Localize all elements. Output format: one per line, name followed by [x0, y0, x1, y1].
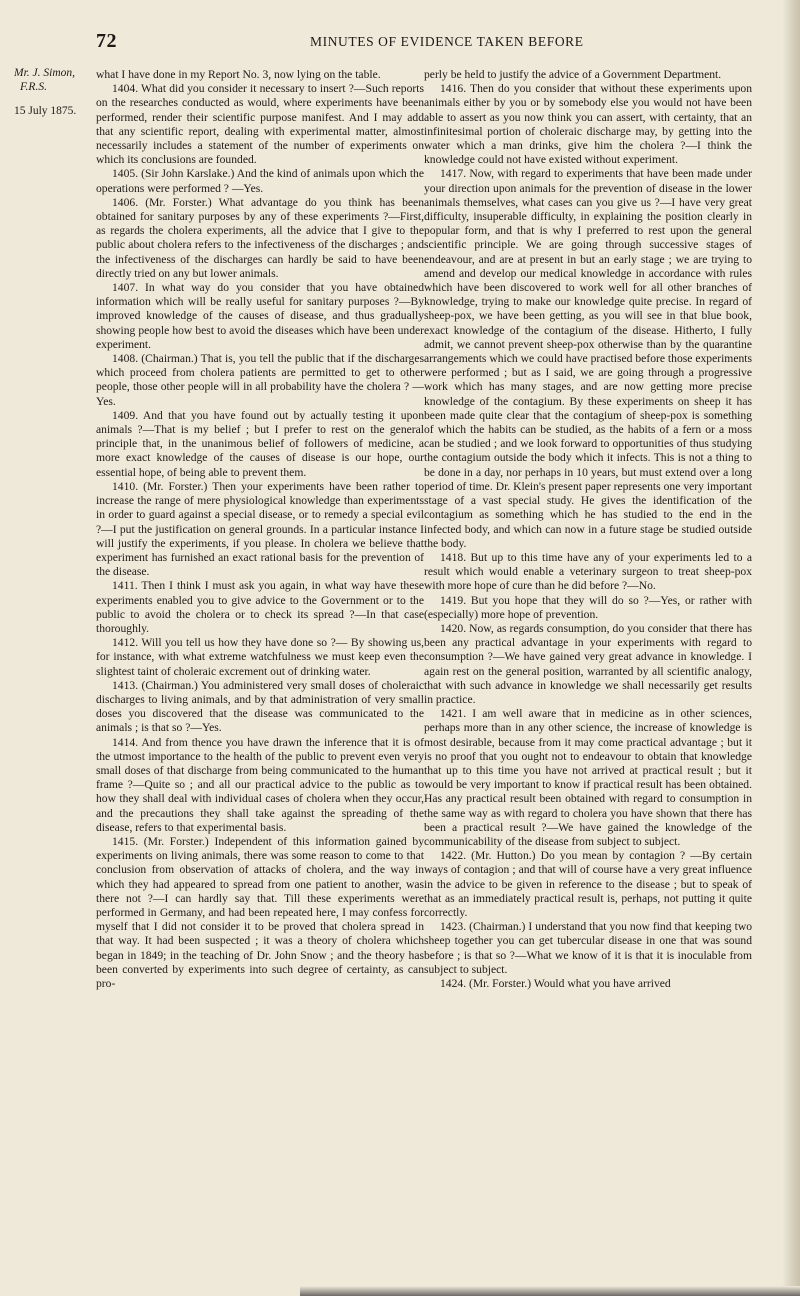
- paragraph: 1421. I am well aware that in medicine as in other sciences, perhaps more than in any other science, the increase of knowledge is most desirable, because from it may come practical advantage ; but it is no proof that you ought not to endeavour to obtain that knowledge that up to this time you have not arrived at practical result ; but it would be very important to know if practical result has been obtained. Has any practical result been obtained with regard to consumption in the same way as with regard to cholera you have shown that there has been a practical result ?—We have gained the knowledge of the communicability of the disease from subject to subject.: [424, 707, 752, 848]
- paragraph: 1424. (Mr. Forster.) Would what you have arrived: [440, 977, 671, 990]
- right-column: [424, 68, 752, 991]
- paragraph: 1420. Now, as regards consumption, do you consider that there has been any practical advantage in your experiments with regard to consumption ?—We have gained very great advance in knowledge. I again rest on the general position, warranted by all scientific analogy, that with such advance in knowledge we shall necessarily get results in practice.: [424, 621, 752, 706]
- page-edge-shadow: [782, 0, 800, 1296]
- paragraph: 1422. (Mr. Hutton.) Do you mean by contagion ? —By certain ways of contagion ; and that will of course have a very great influence in the advice to be given in reference to the disease ; but to speak of that as an immediately practical result is, perhaps, not putting it quite correctly.: [424, 849, 752, 919]
- paragraph: 1413. (Chairman.) You administered very small doses of choleraic discharges to living animals, and by that administration of very small doses you discovered that the disease was communicated to the animals ; is that so ?—Yes.: [96, 678, 424, 735]
- paragraph: 1407. In what way do you consider that you have obtained information which will be really useful for sanitary purposes ?—By improved knowledge of the causes of disease, and thus gradually showing people how best to avoid the diseases which have been under experiment.: [96, 281, 424, 351]
- paragraph: 1414. And from thence you have drawn the inference that it is of the utmost importance to the health of the public to prevent even very small doses of that discharge from being communicated to the human frame ?—Quite so ; and all our practical advice to the public as to how they shall deal with individual cases of cholera when they occur, and the precautions they shall take against the spreading of the disease, refers to that experimental basis.: [96, 735, 424, 834]
- page-number: 72: [96, 30, 117, 52]
- paragraph: 1419. But you hope that they will do so ?—Yes, or rather with (especially) more hope of prevention.: [424, 593, 752, 621]
- paragraph: 1404. What did you consider it necessary to insert ?—Such reports on the researches conducted as would, where experiments have been performed, render their scientific purpose manifest. And I may add that any scientific report, dealing with experimental matter, almost necessarily includes a statement of the number of experiments on which its conclusions are founded.: [96, 82, 424, 167]
- page-bottom-edge: [300, 1286, 800, 1296]
- paragraph: 1410. (Mr. Forster.) Then your experiments have been rather to increase the range of mere physiological knowledge than experiments in order to guard against a special disease, or to remedy a special evil ?—I put the justification on general grounds. In a particular instance I will justify the experiments, if you please. In cholera we believe that experiment has furnished an exact rational basis for the prevention of the disease.: [96, 479, 424, 579]
- paragraph: 1411. Then I think I must ask you again, in what way have these experiments enabled you to give advice to the Government or to the public to avoid the cholera or to check its spread ?—In that case thoroughly.: [96, 579, 424, 635]
- paragraph: 1406. (Mr. Forster.) What advantage do you think has been obtained for sanitary purposes by any of these experiments ?—First, as regards the cholera experiments, all the advice that I give to the public about cholera refers to the infectiveness of the discharges ; and the infectiveness of the discharges can hardly be said to have been directly tried on any but lower animals.: [96, 195, 424, 280]
- paragraph: 1408. (Chairman.) That is, you tell the public that if the discharges which proceed from cholera patients are permitted to get to other people, those other people will in all probability have the cholera ? —Yes.: [96, 352, 424, 408]
- paragraph: 1416. Then do you consider that without these experiments upon animals either by you or by somebody else you would not have been able to assert as you now think you can assert, with certainty, that an infinitesimal portion of choleraic discharge may, by getting into the water which a man drinks, give him the cholera ?—I think the knowledge could not have existed without experiment.: [424, 82, 752, 167]
- paragraph: 1405. (Sir John Karslake.) And the kind of animals upon which the operations were performed ? —Yes.: [96, 167, 424, 195]
- margin-date-text: 15 July 1875.: [14, 105, 77, 117]
- paragraph: 1409. And that you have found out by actually testing it upon animals ?—That is my belief ; but I prefer to rest on the general principle that, in the unanimous belief of followers of medicine, a more exact knowledge of the causes of disease is our hope, our essential hope, of being able to prevent them.: [96, 408, 424, 479]
- running-head: MINUTES OF EVIDENCE TAKEN BEFORE: [310, 34, 584, 49]
- left-column: [96, 68, 424, 991]
- paragraph: 1412. Will you tell us how they have done so ?— By showing us, for instance, with what extreme watchfulness we must keep even the slightest taint of choleraic excrement out of drinking water.: [96, 636, 424, 678]
- paragraph: 1415. (Mr. Forster.) Independent of this information gained by experiments on living animals, there was some reason to come to that conclusion from observation of attacks of cholera, and the way in which they had appeared to spread from one patient to another, was there not ?—I can hardly say that. Till these experiments were performed in Germany, and had been repeated here, I may confess for myself that I did not consider it to be proved that cholera spread in that way. It had been suspected ; it was a theory of cholera which began in 1849; in the teaching of Dr. John Snow ; and the theory has been converted by experiments into such degree of certainty, as can pro-: [96, 834, 424, 990]
- paragraph: what I have done in my Report No. 3, now lying on the table.: [96, 68, 381, 81]
- margin-witness: Mr. J. Simon,: [14, 67, 76, 79]
- margin-credentials: F.R.S.: [20, 81, 47, 93]
- paragraph: 1418. But up to this time have any of your experiments led to a result which would enable a veterinary surgeon to treat sheep-pox with more hope of cure than he did before ?—No.: [424, 550, 752, 593]
- margin-date: [14, 104, 86, 118]
- paragraph: 1423. (Chairman.) I understand that you now find that keeping two sheep together you can get tubercular disease in one that was sound before ; is that so ?—What we know of it is that it is inoculable from subject to subject.: [424, 920, 752, 976]
- paragraph: perly be held to justify the advice of a Government Department.: [424, 68, 722, 81]
- paragraph: 1417. Now, with regard to experiments that have been made under your direction upon animals for the prevention of disease in the lower animals themselves, what cases can you give us ?—I have very great difficulty, insuperable difficulty, in explaining the position clearly in popular form, and that is why I preferred to rest upon the general scientific principle. We are going through successive stages of endeavour, and are at present in but an early stage ; we are trying to amend and develop our medical knowledge in accordance with rules which have been discovered to work well for all other branches of knowledge, trying to make our knowledge quite precise. In regard of sheep-pox, we have been getting, as you will see in that blue book, exact knowledge of the contagium of the disease. Hitherto, I fully admit, we cannot prevent sheep-pox otherwise than by the quarantine arrangements which we could have practised before those experiments were performed ; but as I said, we are going through a progressive work which has many stages, and are now getting more precise knowledge of the contagium. By these experiments on sheep it has been made quite clear that the contagium of sheep-pox is something of which the habits can be studied, as the habits of a fern or a moss can be studied ; and we look forward to opportunities of thus studying the contagium outside the body which it infects. This is not a thing to be done in a day, nor perhaps in 10 years, but must extend over a long period of time. Dr. Klein's present paper represents one very important stage of a vast special study. He gives the identification of the contagium as something which he has studied to the end in the infected body, and which can now in a future stage be studied outside the body.: [424, 167, 752, 550]
